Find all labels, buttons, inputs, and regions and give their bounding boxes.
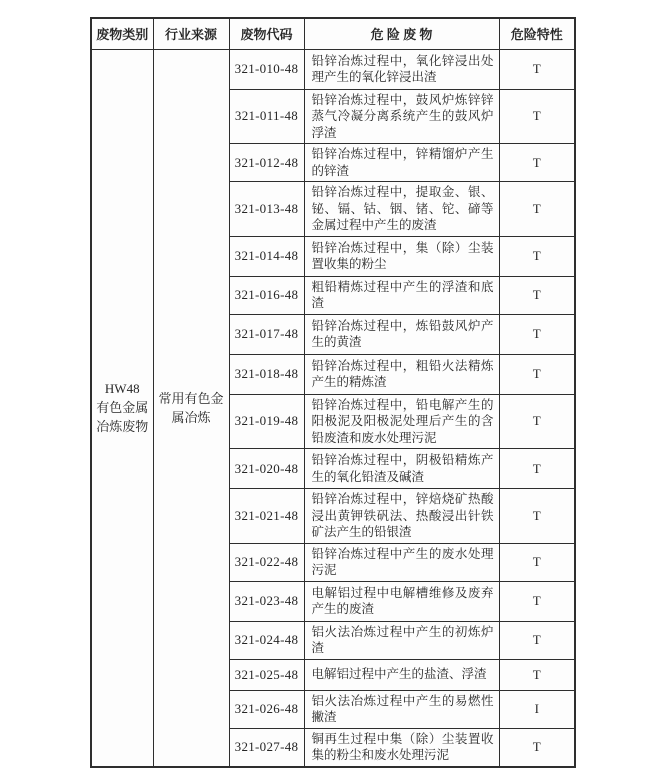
hazard-property-cell: T — [499, 236, 575, 276]
hazardous-waste-description-cell: 铅锌冶炼过程中，锌精馏炉产生的锌渣 — [304, 144, 499, 182]
industry-source-cell — [153, 49, 229, 767]
hazard-property-cell: T — [499, 621, 575, 659]
waste-code-cell: 321-017-48 — [229, 314, 304, 354]
waste-code-cell: 321-027-48 — [229, 728, 304, 767]
waste-code-cell: 321-013-48 — [229, 182, 304, 237]
waste-code-cell: 321-022-48 — [229, 543, 304, 581]
hazardous-waste-description-cell: 铝火法冶炼过程中产生的初炼炉渣 — [304, 621, 499, 659]
hazardous-waste-description-cell: 铅锌冶炼过程中，粗铅火法精炼产生的精炼渣 — [304, 354, 499, 394]
waste-code-cell: 321-010-48 — [229, 49, 304, 89]
col-header-waste-code: 废物代码 — [229, 18, 304, 49]
hazardous-waste-description-cell: 电解铝过程中产生的盐渣、浮渣 — [304, 659, 499, 690]
hazardous-waste-description-cell: 铅锌冶炼过程中产生的废水处理污泥 — [304, 543, 499, 581]
header-row — [91, 18, 575, 49]
hazardous-waste-description-cell: 粗铅精炼过程中产生的浮渣和底渣 — [304, 276, 499, 314]
hazard-property-cell: T — [499, 89, 575, 144]
hazardous-waste-description-cell: 铅锌冶炼过程中，锌焙烧矿热酸浸出黄钾铁矾法、热酸浸出针铁矿法产生的铅银渣 — [304, 489, 499, 544]
hazard-property-cell: T — [499, 276, 575, 314]
hazard-property-cell: T — [499, 728, 575, 767]
hazard-property-cell: T — [499, 354, 575, 394]
hazard-property-cell: I — [499, 690, 575, 728]
hazard-property-cell: T — [499, 394, 575, 449]
hazard-property-cell: T — [499, 49, 575, 89]
waste-code-cell: 321-026-48 — [229, 690, 304, 728]
hazard-property-cell: T — [499, 314, 575, 354]
hazardous-waste-description-cell: 电解铝过程中电解槽维修及废弃产生的废渣 — [304, 581, 499, 621]
hazardous-waste-description-cell: 铅锌冶炼过程中，铅电解产生的阳极泥及阳极泥处理后产生的含铅废渣和废水处理污泥 — [304, 394, 499, 449]
waste-code-cell: 321-025-48 — [229, 659, 304, 690]
hazardous-waste-description-cell: 铜再生过程中集（除）尘装置收集的粉尘和废水处理污泥 — [304, 728, 499, 767]
col-header-hazard-property: 危险特性 — [499, 18, 575, 49]
hazardous-waste-description-cell: 铅锌冶炼过程中，集（除）尘装置收集的粉尘 — [304, 236, 499, 276]
hazardous-waste-description-cell: 铅锌冶炼过程中，炼铅鼓风炉产生的黄渣 — [304, 314, 499, 354]
hazard-property-cell: T — [499, 659, 575, 690]
waste-category-line: 冶炼废物 — [96, 419, 149, 434]
hazardous-waste-description-cell: 铅锌冶炼过程中，阴极铅精炼产生的氧化铅渣及碱渣 — [304, 449, 499, 489]
table-row — [91, 49, 575, 89]
waste-code-cell: 321-014-48 — [229, 236, 304, 276]
col-header-industry-source: 行业来源 — [153, 18, 229, 49]
industry-source-line: 属冶炼 — [171, 409, 211, 425]
industry-source-line: 常用有色金 — [158, 390, 224, 406]
waste-category-cell — [91, 49, 153, 767]
hazard-property-cell: T — [499, 182, 575, 237]
hazard-property-cell: T — [499, 581, 575, 621]
waste-code-cell: 321-019-48 — [229, 394, 304, 449]
waste-code-cell: 321-023-48 — [229, 581, 304, 621]
hazardous-waste-table — [90, 17, 576, 768]
col-header-hazardous-waste: 危 险 废 物 — [304, 18, 499, 49]
waste-code-cell: 321-018-48 — [229, 354, 304, 394]
hazardous-waste-description-cell: 铝火法冶炼过程中产生的易燃性撇渣 — [304, 690, 499, 728]
waste-code-cell: 321-012-48 — [229, 144, 304, 182]
hazard-property-cell: T — [499, 489, 575, 544]
col-header-waste-category: 废物类别 — [91, 18, 153, 49]
waste-code-cell: 321-011-48 — [229, 89, 304, 144]
hazard-property-cell: T — [499, 449, 575, 489]
waste-category-line: 有色金属 — [96, 400, 149, 415]
waste-code-cell: 321-021-48 — [229, 489, 304, 544]
hazardous-waste-description-cell: 铅锌冶炼过程中，氧化锌浸出处理产生的氧化锌浸出渣 — [304, 49, 499, 89]
waste-code-cell: 321-016-48 — [229, 276, 304, 314]
hazard-property-cell: T — [499, 144, 575, 182]
hazardous-waste-description-cell: 铅锌冶炼过程中，鼓风炉炼锌锌蒸气冷凝分离系统产生的鼓风炉浮渣 — [304, 89, 499, 144]
hazard-property-cell: T — [499, 543, 575, 581]
waste-code-cell: 321-020-48 — [229, 449, 304, 489]
waste-code-cell: 321-024-48 — [229, 621, 304, 659]
waste-category-line: HW48 — [104, 381, 140, 396]
hazardous-waste-description-cell: 铅锌冶炼过程中，提取金、银、铋、镉、钴、铟、锗、铊、碲等金属过程中产生的废渣 — [304, 182, 499, 237]
